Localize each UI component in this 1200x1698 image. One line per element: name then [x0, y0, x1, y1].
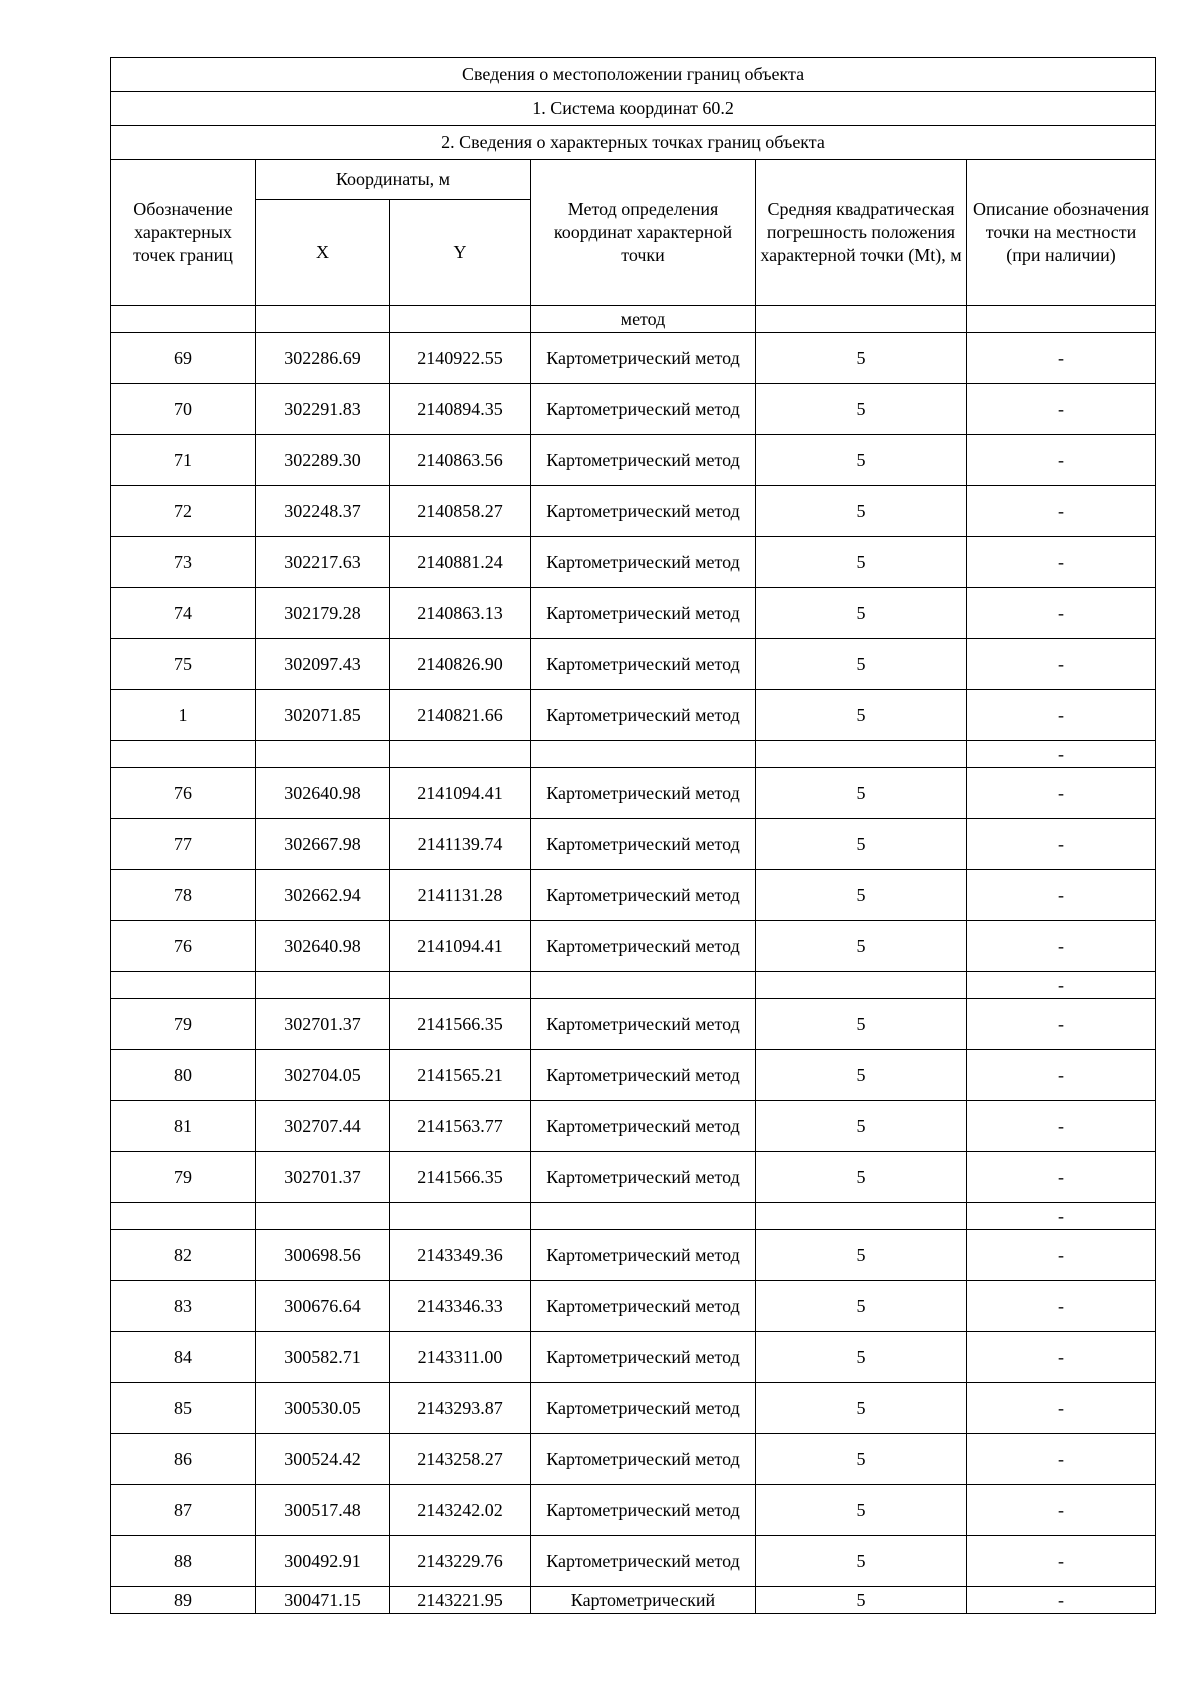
- section-title: 2. Сведения о характерных точках границ объекта: [111, 126, 1156, 160]
- cell-description: -: [967, 870, 1156, 921]
- cell-error: 5: [756, 1281, 967, 1332]
- cell-x: 302179.28: [256, 588, 390, 639]
- cell-point: 1: [111, 690, 256, 741]
- table-row: [111, 768, 1156, 819]
- cell-x: 302667.98: [256, 819, 390, 870]
- table-row: [111, 1332, 1156, 1383]
- table-row: [111, 1101, 1156, 1152]
- cell-description: -: [967, 690, 1156, 741]
- col-header-x: X: [256, 200, 390, 306]
- cell-point: 75: [111, 639, 256, 690]
- table-row-separator: [111, 1203, 1156, 1230]
- cell-y: 2141094.41: [390, 921, 531, 972]
- cell-error: 5: [756, 690, 967, 741]
- table-row: [111, 639, 1156, 690]
- cell-x: 300492.91: [256, 1536, 390, 1587]
- cell-description: -: [967, 1383, 1156, 1434]
- cell-x: 302071.85: [256, 690, 390, 741]
- cell-description: -: [967, 1485, 1156, 1536]
- table-row: [111, 1230, 1156, 1281]
- cell-x: 302704.05: [256, 1050, 390, 1101]
- cell-x: 302289.30: [256, 435, 390, 486]
- col-header-error: Средняя квадратическая погрешность положения характерной точки (Mt), м: [756, 160, 967, 306]
- cell-method: Картометрический метод: [531, 384, 756, 435]
- cell-description: -: [967, 1536, 1156, 1587]
- table-row: [111, 1434, 1156, 1485]
- cell-y: 2140858.27: [390, 486, 531, 537]
- table-row: [111, 921, 1156, 972]
- boundary-points-table: [110, 57, 1156, 1614]
- cell-point: 84: [111, 1332, 256, 1383]
- cell-error: 5: [756, 999, 967, 1050]
- cell-error: 5: [756, 1332, 967, 1383]
- cell-description: -: [967, 333, 1156, 384]
- cell-y: 2143242.02: [390, 1485, 531, 1536]
- cell-method: Картометрический метод: [531, 1281, 756, 1332]
- table-row: [111, 819, 1156, 870]
- cell-method: Картометрический метод: [531, 999, 756, 1050]
- cell-description: -: [967, 1203, 1156, 1230]
- cell-y: 2143346.33: [390, 1281, 531, 1332]
- cell-point: 71: [111, 435, 256, 486]
- cell-y: 2143311.00: [390, 1332, 531, 1383]
- cell-y: 2141565.21: [390, 1050, 531, 1101]
- cell-description: -: [967, 1230, 1156, 1281]
- cell-error: 5: [756, 1152, 967, 1203]
- cell-y: 2143258.27: [390, 1434, 531, 1485]
- cell-y: 2140821.66: [390, 690, 531, 741]
- cell-description: -: [967, 1434, 1156, 1485]
- table-row: [111, 1536, 1156, 1587]
- cell-x: 302701.37: [256, 1152, 390, 1203]
- table-row: [111, 435, 1156, 486]
- cell-y: 2140881.24: [390, 537, 531, 588]
- cell-description: -: [967, 1152, 1156, 1203]
- table-row-partial: [111, 306, 1156, 333]
- cell-method: Картометрический: [531, 1587, 756, 1614]
- cell-error: 5: [756, 639, 967, 690]
- cell-x: 300530.05: [256, 1383, 390, 1434]
- cell-y: 2140922.55: [390, 333, 531, 384]
- table-title: Сведения о местоположении границ объекта: [111, 58, 1156, 92]
- cell-y: 2143221.95: [390, 1587, 531, 1614]
- cell-x: 300582.71: [256, 1332, 390, 1383]
- cell-method: Картометрический метод: [531, 639, 756, 690]
- document-page: [110, 57, 1155, 1614]
- col-header-coords: Координаты, м: [256, 160, 531, 200]
- cell-y: 2141094.41: [390, 768, 531, 819]
- cell-method: Картометрический метод: [531, 1536, 756, 1587]
- cell-y: 2141563.77: [390, 1101, 531, 1152]
- cell-y: 2140863.13: [390, 588, 531, 639]
- cell-x: 302640.98: [256, 768, 390, 819]
- coordinate-system: 1. Система координат 60.2: [111, 92, 1156, 126]
- cell-method: Картометрический метод: [531, 435, 756, 486]
- table-row: [111, 1383, 1156, 1434]
- cell-y: 2143229.76: [390, 1536, 531, 1587]
- cell-point: 76: [111, 768, 256, 819]
- table-row: [111, 1587, 1156, 1614]
- cell-point: 76: [111, 921, 256, 972]
- cell-description: -: [967, 819, 1156, 870]
- cell-point: 87: [111, 1485, 256, 1536]
- cell-method: Картометрический метод: [531, 819, 756, 870]
- table-row: [111, 588, 1156, 639]
- cell-method: Картометрический метод: [531, 1050, 756, 1101]
- cell-error: 5: [756, 1383, 967, 1434]
- cell-point: 79: [111, 999, 256, 1050]
- cell-description: -: [967, 768, 1156, 819]
- cell-error: 5: [756, 537, 967, 588]
- cell-y: 2141131.28: [390, 870, 531, 921]
- cell-error: 5: [756, 486, 967, 537]
- cell-error: 5: [756, 384, 967, 435]
- cell-description: -: [967, 537, 1156, 588]
- cell-point: 82: [111, 1230, 256, 1281]
- cell-method: Картометрический метод: [531, 1332, 756, 1383]
- cell-error: 5: [756, 1587, 967, 1614]
- cell-error: 5: [756, 870, 967, 921]
- table-row: [111, 486, 1156, 537]
- cell-y: 2141566.35: [390, 1152, 531, 1203]
- col-header-method: Метод определения координат характерной точки: [531, 160, 756, 306]
- cell-error: 5: [756, 1485, 967, 1536]
- cell-point: 86: [111, 1434, 256, 1485]
- table-row: [111, 999, 1156, 1050]
- cell-point: 79: [111, 1152, 256, 1203]
- cell-method: Картометрический метод: [531, 1485, 756, 1536]
- table-row: [111, 384, 1156, 435]
- cell-x: 302217.63: [256, 537, 390, 588]
- col-header-description: Описание обозначения точки на местности (при наличии): [967, 160, 1156, 306]
- cell-point: 74: [111, 588, 256, 639]
- cell-method: Картометрический метод: [531, 1152, 756, 1203]
- table-row-separator: [111, 741, 1156, 768]
- cell-y: 2140863.56: [390, 435, 531, 486]
- cell-x: 302097.43: [256, 639, 390, 690]
- cell-description: -: [967, 1587, 1156, 1614]
- cell-error: 5: [756, 1536, 967, 1587]
- cell-error: 5: [756, 435, 967, 486]
- cell-x: 302707.44: [256, 1101, 390, 1152]
- cell-error: 5: [756, 333, 967, 384]
- cell-point: 89: [111, 1587, 256, 1614]
- cell-point: 88: [111, 1536, 256, 1587]
- cell-y: 2141566.35: [390, 999, 531, 1050]
- cell-method: Картометрический метод: [531, 921, 756, 972]
- cell-method: Картометрический метод: [531, 1383, 756, 1434]
- cell-method: Картометрический метод: [531, 870, 756, 921]
- table-row: [111, 537, 1156, 588]
- cell-x: 300698.56: [256, 1230, 390, 1281]
- table-row: [111, 333, 1156, 384]
- cell-x: 302662.94: [256, 870, 390, 921]
- table-row: [111, 1050, 1156, 1101]
- cell-point: 81: [111, 1101, 256, 1152]
- cell-error: 5: [756, 1230, 967, 1281]
- cell-method: Картометрический метод: [531, 768, 756, 819]
- cell-error: 5: [756, 921, 967, 972]
- cell-y: 2143349.36: [390, 1230, 531, 1281]
- table-row-separator: [111, 972, 1156, 999]
- cell-description: -: [967, 486, 1156, 537]
- cell-method: Картометрический метод: [531, 1230, 756, 1281]
- cell-point: 73: [111, 537, 256, 588]
- cell-method: Картометрический метод: [531, 486, 756, 537]
- cell-description: -: [967, 639, 1156, 690]
- cell-point: 83: [111, 1281, 256, 1332]
- cell-x: 300676.64: [256, 1281, 390, 1332]
- cell-error: 5: [756, 1101, 967, 1152]
- cell-method: Картометрический метод: [531, 1434, 756, 1485]
- cell-error: 5: [756, 1050, 967, 1101]
- cell-point: 85: [111, 1383, 256, 1434]
- cell-error: 5: [756, 768, 967, 819]
- cell-error: 5: [756, 1434, 967, 1485]
- cell-description: -: [967, 972, 1156, 999]
- cell-description: -: [967, 1281, 1156, 1332]
- table-row: [111, 1485, 1156, 1536]
- col-header-point: Обозначение характерных точек границ: [111, 160, 256, 306]
- cell-method: Картометрический метод: [531, 1101, 756, 1152]
- cell-x: 300471.15: [256, 1587, 390, 1614]
- cell-y: 2140894.35: [390, 384, 531, 435]
- cell-description: -: [967, 1101, 1156, 1152]
- cell-x: 300524.42: [256, 1434, 390, 1485]
- cell-point: 78: [111, 870, 256, 921]
- cell-point: 77: [111, 819, 256, 870]
- cell-description: -: [967, 1332, 1156, 1383]
- cell-method: Картометрический метод: [531, 690, 756, 741]
- cell-point: 69: [111, 333, 256, 384]
- cell-y: 2141139.74: [390, 819, 531, 870]
- cell-error: 5: [756, 819, 967, 870]
- cell-method: Картометрический метод: [531, 537, 756, 588]
- cell-x: 302640.98: [256, 921, 390, 972]
- cell-y: 2143293.87: [390, 1383, 531, 1434]
- cell-point: 70: [111, 384, 256, 435]
- cell-x: 302286.69: [256, 333, 390, 384]
- cell-point: 72: [111, 486, 256, 537]
- cell-description: -: [967, 384, 1156, 435]
- cell-description: -: [967, 921, 1156, 972]
- cell-description: -: [967, 435, 1156, 486]
- col-header-y: Y: [390, 200, 531, 306]
- cell-x: 302291.83: [256, 384, 390, 435]
- cell-description: -: [967, 1050, 1156, 1101]
- cell-x: 302248.37: [256, 486, 390, 537]
- cell-method: метод: [531, 306, 756, 333]
- cell-description: -: [967, 741, 1156, 768]
- cell-method: Картометрический метод: [531, 333, 756, 384]
- table-row: [111, 1281, 1156, 1332]
- cell-point: 80: [111, 1050, 256, 1101]
- cell-x: 302701.37: [256, 999, 390, 1050]
- cell-description: -: [967, 999, 1156, 1050]
- cell-error: 5: [756, 588, 967, 639]
- table-row: [111, 690, 1156, 741]
- cell-y: 2140826.90: [390, 639, 531, 690]
- cell-x: 300517.48: [256, 1485, 390, 1536]
- cell-description: -: [967, 588, 1156, 639]
- table-row: [111, 1152, 1156, 1203]
- table-row: [111, 870, 1156, 921]
- cell-method: Картометрический метод: [531, 588, 756, 639]
